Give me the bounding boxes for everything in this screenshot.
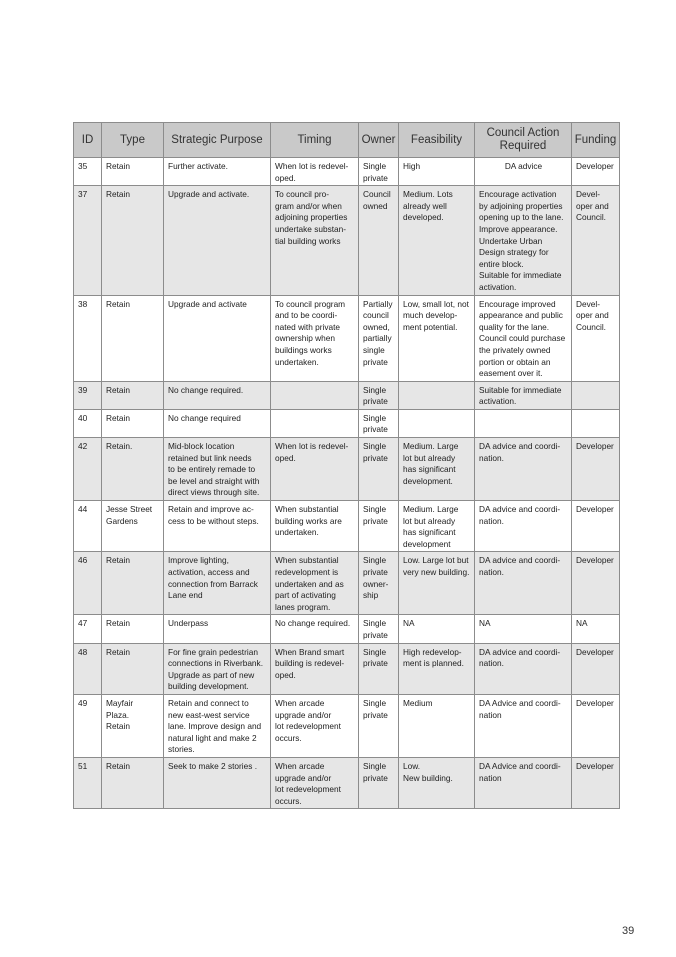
- table-row: [74, 438, 620, 501]
- cell-timing: No change required.: [271, 615, 359, 643]
- cell-feasibility: NA: [399, 615, 475, 643]
- table-row: [74, 757, 620, 808]
- cell-purpose: Underpass: [164, 615, 271, 643]
- cell-owner: Single private owner- ship: [359, 552, 399, 615]
- cell-type: Retain: [102, 615, 164, 643]
- cell-timing: To council pro- gram and/or when adjoining properties undertake substan- tial building works: [271, 186, 359, 295]
- cell-action: DA advice and coordi- nation.: [475, 643, 572, 694]
- laneway-strategy-table: [73, 122, 620, 809]
- cell-type: Retain: [102, 643, 164, 694]
- cell-action: Encourage improved appearance and public quality for the lane. Council could purchase the privately owned portion or obtain an easement over it.: [475, 295, 572, 381]
- cell-type: Retain: [102, 757, 164, 808]
- cell-id: 37: [74, 186, 102, 295]
- cell-owner: Single private: [359, 501, 399, 552]
- cell-timing: When lot is redevel- oped.: [271, 438, 359, 501]
- cell-purpose: Upgrade and activate: [164, 295, 271, 381]
- cell-action: [475, 409, 572, 437]
- cell-timing: When arcade upgrade and/or lot redevelopment occurs.: [271, 694, 359, 757]
- cell-funding: Devel- oper and Council.: [572, 186, 620, 295]
- cell-id: 48: [74, 643, 102, 694]
- cell-timing: To council program and to be coordi- nated with private ownership when buildings works undertaken.: [271, 295, 359, 381]
- cell-owner: Council owned: [359, 186, 399, 295]
- cell-funding: NA: [572, 615, 620, 643]
- table-row: [74, 186, 620, 295]
- cell-feasibility: High redevelop- ment is planned.: [399, 643, 475, 694]
- cell-funding: Developer: [572, 757, 620, 808]
- cell-owner: Single private: [359, 643, 399, 694]
- cell-feasibility: Medium: [399, 694, 475, 757]
- cell-timing: When substantial building works are undertaken.: [271, 501, 359, 552]
- cell-funding: Developer: [572, 643, 620, 694]
- cell-timing: When lot is redevel- oped.: [271, 158, 359, 186]
- cell-purpose: Improve lighting, activation, access and connection from Barrack Lane end: [164, 552, 271, 615]
- cell-id: 39: [74, 381, 102, 409]
- cell-funding: Developer: [572, 158, 620, 186]
- cell-type: Retain: [102, 186, 164, 295]
- table-row: [74, 694, 620, 757]
- cell-timing: [271, 381, 359, 409]
- header-id: ID: [74, 123, 102, 158]
- cell-funding: Developer: [572, 438, 620, 501]
- cell-feasibility: Low. Large lot but very new building.: [399, 552, 475, 615]
- cell-owner: Single private: [359, 757, 399, 808]
- cell-owner: Single private: [359, 381, 399, 409]
- cell-type: Retain: [102, 295, 164, 381]
- cell-action: DA advice and coordi- nation.: [475, 501, 572, 552]
- cell-id: 44: [74, 501, 102, 552]
- cell-id: 51: [74, 757, 102, 808]
- cell-type: Retain: [102, 409, 164, 437]
- cell-id: 47: [74, 615, 102, 643]
- cell-owner: Single private: [359, 694, 399, 757]
- header-owner: Owner: [359, 123, 399, 158]
- cell-funding: [572, 381, 620, 409]
- header-strategic-purpose: Strategic Purpose: [164, 123, 271, 158]
- cell-feasibility: Medium. Lots already well developed.: [399, 186, 475, 295]
- cell-type: Retain: [102, 381, 164, 409]
- cell-id: 35: [74, 158, 102, 186]
- cell-purpose: No change required.: [164, 381, 271, 409]
- table-row: [74, 552, 620, 615]
- cell-purpose: Upgrade and activate.: [164, 186, 271, 295]
- cell-id: 42: [74, 438, 102, 501]
- cell-purpose: No change required: [164, 409, 271, 437]
- cell-owner: Partially council owned, partially single private: [359, 295, 399, 381]
- header-feasibility: Feasibility: [399, 123, 475, 158]
- page-number: 39: [622, 925, 635, 937]
- cell-action: DA advice and coordi- nation.: [475, 552, 572, 615]
- cell-action: Encourage activation by adjoining properties opening up to the lane. Improve appearance. Undertake Urban Design strategy for entire block. Suitable for immediate activation.: [475, 186, 572, 295]
- table-row: [74, 295, 620, 381]
- table-row: [74, 615, 620, 643]
- cell-owner: Single private: [359, 438, 399, 501]
- table-row: [74, 409, 620, 437]
- cell-action: DA Advice and coordi- nation: [475, 757, 572, 808]
- cell-funding: Developer: [572, 501, 620, 552]
- cell-id: 49: [74, 694, 102, 757]
- cell-action: DA advice and coordi- nation.: [475, 438, 572, 501]
- cell-id: 40: [74, 409, 102, 437]
- cell-timing: [271, 409, 359, 437]
- cell-type: Jesse Street Gardens: [102, 501, 164, 552]
- cell-owner: Single private: [359, 615, 399, 643]
- cell-action: DA advice: [475, 158, 572, 186]
- cell-feasibility: High: [399, 158, 475, 186]
- cell-id: 46: [74, 552, 102, 615]
- table-row: [74, 501, 620, 552]
- cell-action: Suitable for immediate activation.: [475, 381, 572, 409]
- cell-purpose: For ﬁne grain pedestrian connections in Riverbank. Upgrade as part of new building development.: [164, 643, 271, 694]
- cell-action: DA Advice and coordi- nation: [475, 694, 572, 757]
- cell-type: Retain: [102, 552, 164, 615]
- cell-type: Retain.: [102, 438, 164, 501]
- table-row: [74, 381, 620, 409]
- cell-feasibility: Low. New building.: [399, 757, 475, 808]
- cell-timing: When Brand smart building is redevel- oped.: [271, 643, 359, 694]
- cell-timing: When substantial redevelopment is undertaken and as part of activating lanes program.: [271, 552, 359, 615]
- cell-timing: When arcade upgrade and/or lot redevelopment occurs.: [271, 757, 359, 808]
- header-type: Type: [102, 123, 164, 158]
- cell-feasibility: Medium. Large lot but already has signiﬁcant development: [399, 501, 475, 552]
- table-row: [74, 158, 620, 186]
- cell-type: Mayfair Plaza. Retain: [102, 694, 164, 757]
- cell-funding: [572, 409, 620, 437]
- cell-funding: Developer: [572, 552, 620, 615]
- header-funding: Funding: [572, 123, 620, 158]
- cell-funding: Devel- oper and Council.: [572, 295, 620, 381]
- cell-purpose: Further activate.: [164, 158, 271, 186]
- cell-purpose: Seek to make 2 stories .: [164, 757, 271, 808]
- header-row: [74, 123, 620, 158]
- cell-purpose: Mid-block location retained but link needs to be entirely remade to be level and straight with direct views through site.: [164, 438, 271, 501]
- cell-funding: Developer: [572, 694, 620, 757]
- header-council-action: Council Action Required: [475, 123, 572, 158]
- cell-purpose: Retain and connect to new east-west service lane. Improve design and natural light and make 2 stories.: [164, 694, 271, 757]
- cell-feasibility: [399, 409, 475, 437]
- cell-owner: Single private: [359, 158, 399, 186]
- table-row: [74, 643, 620, 694]
- header-timing: Timing: [271, 123, 359, 158]
- cell-purpose: Retain and improve ac- cess to be without steps.: [164, 501, 271, 552]
- cell-feasibility: Medium. Large lot but already has signiﬁcant development.: [399, 438, 475, 501]
- cell-feasibility: [399, 381, 475, 409]
- cell-action: NA: [475, 615, 572, 643]
- cell-owner: Single private: [359, 409, 399, 437]
- cell-feasibility: Low, small lot, not much develop- ment potential.: [399, 295, 475, 381]
- cell-type: Retain: [102, 158, 164, 186]
- cell-id: 38: [74, 295, 102, 381]
